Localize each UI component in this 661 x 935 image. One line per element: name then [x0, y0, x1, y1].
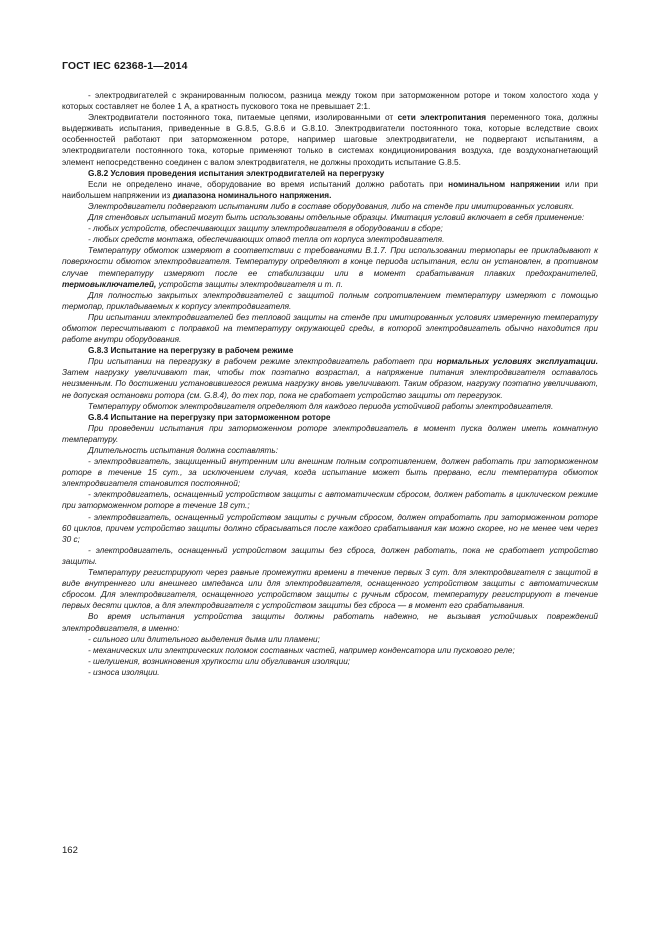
list-item: - любых средств монтажа, обеспечивающих отвод тепла от корпуса электродвигателя. — [88, 235, 445, 245]
paragraph: При проведении испытания при заторможенном роторе электродвигатель в момент пуска должен иметь комнатную температуру. — [62, 423, 598, 444]
paragraph — [62, 179, 598, 201]
text: Затем нагрузку увеличивают так, чтобы ток поэтапно возрастал, а напряжение питания электродвигателя оставалось неизменным. По достижении установившегося режима нагрузку вновь увеличивают. Таким образом, нагрузку поэтапно увеличивают, не допуская остановки ротора (см. G.8.4), до тех пор, пока не сработает устройство защиты от перегрузок. — [62, 368, 598, 400]
list-item: - электродвигатель, оснащенный устройством защиты с ручным сбросом, должен отработать при заторможенном роторе 60 циклов, причем устройство защиты должно сбрасываться после каждого срабатывания как можно скорее, но не менее чем через 30 с; — [62, 512, 598, 544]
paragraph: Для полностью закрытых электродвигателей с защитой полным сопротивлением температуру измеряют с помощью термопар, прикладываемых к корпусу электродвигателя. — [62, 290, 598, 311]
paragraph — [62, 112, 598, 167]
term: термовыключателей, — [62, 279, 157, 289]
term: номинальном напряжении — [448, 179, 561, 189]
text: Если не определено иначе, оборудование во время испытаний должно работать при — [88, 179, 449, 189]
text: устройств защиты электродвигателя и т. п. — [156, 279, 343, 289]
term: диапазона номинального напряжения. — [172, 190, 332, 200]
text: Температуру обмоток измеряют в соответствии с требованиями В.1.7. При использовании термопары ее прикладывают к поверхности обмоток электродвигателя. Температуру определяют в конце периода испытания, если он установлен, в противном случае температуру измеряют после ее стабилизации или в момент срабатывания плавких предохранителей, — [62, 246, 598, 278]
paragraph: - электродвигателей с экранированным полюсом, разница между током при заторможенном роторе и током холостого хода у которых составляет не более 1 А, а кратность пускового тока не превышает 2:1. — [62, 91, 598, 112]
document-header: ГОСТ IEC 62368-1—2014 — [62, 60, 188, 72]
list-item: - электродвигатель, оснащенный устройством защиты без сброса, должен работать, пока не сработает устройство защиты. — [62, 545, 598, 566]
section-heading: G.8.2 Условия проведения испытания электродвигателей на перегрузку — [88, 168, 385, 178]
paragraph: Длительность испытания должна составлять: — [88, 446, 279, 455]
term: нормальных условиях эксплуатации. — [436, 357, 598, 367]
paragraph: Электродвигатели подвергают испытаниям либо в составе оборудования, либо на стенде при имитированных условиях. — [88, 201, 575, 211]
text: переменного тока, должны выдерживать испытания, приведенные в G.8.5, G.8.6 и G.8.10. Электродвигатели постоянного тока, которые вследствие своих особенностей работают при заторможенном роторе, например шаговые электродвигатели, не подвергают испытаниям, а электродвигатели постоянного тока, которые применяют только в системах кондиционирования воздуха, где воздухонагнетающий элемент непосредственно соединен с валом электродвигателя, не должны проходить испытание G.8.5. — [62, 113, 598, 167]
section-heading: G.8.3 Испытание на перегрузку в рабочем режиме — [88, 346, 294, 356]
paragraph — [62, 356, 598, 400]
list-item: - любых устройств, обеспечивающих защиту электродвигателя в оборудовании в сборе; — [88, 224, 443, 234]
paragraph: Температуру регистрируют через равные промежутки времени в течение первых 3 сут. для электродвигателя с защитой в виде внутреннего или внешнего импеданса или для электродвигателя, оснащенного устройством защиты с автоматическим сбросом. Для электродвигателя, оснащенного устройством защиты с ручным сбросом, температуру регистрируют в течение первых десяти циклов, а для электродвигателя с устройством защиты без сброса — в момент его срабатывания. — [62, 568, 598, 611]
page-number: 162 — [62, 845, 78, 856]
paragraph: Для стендовых испытаний могут быть использованы отдельные образцы. Имитация условий включает в себя применение: — [88, 213, 585, 223]
paragraph: Во время испытания устройства защиты должны работать надежно, не вызывая устойчивых повреждений электродвигателя, в именно: — [62, 612, 598, 633]
paragraph: Температуру обмоток электродвигателя определяют для каждого периода устойчивой работы электродвигателя. — [88, 401, 554, 411]
list-item: - электродвигатель, оснащенный устройством защиты с автоматическим сбросом, должен работать в циклическом режиме при заторможенном роторе в течение 18 сут.; — [62, 490, 598, 511]
text: или при наибольшем напряжении из — [62, 179, 599, 200]
document-body — [62, 90, 598, 678]
list-item: - шелушения, возникновения хрупкости или обугливания изоляции; — [88, 656, 351, 666]
paragraph: При испытании электродвигателей без тепловой защиты на стенде при имитированных условиях измеренную температуру обмоток пересчитывают с поправкой на температуру окружающей среды, в которой электродвигатель обычно находится при работе внутри оборудования. — [62, 312, 598, 345]
text: Электродвигатели постоянного тока, питаемые цепями, изолированными от — [88, 113, 398, 123]
list-item: - сильного или длительного выделения дыма или пламени; — [88, 634, 320, 644]
list-item: - механических или электрических поломок составных частей, например конденсатора или пускового реле; — [88, 645, 515, 655]
section-heading: G.8.4 Испытание на перегрузку при заторможенном роторе — [88, 412, 331, 422]
paragraph — [62, 245, 598, 289]
list-item: - электродвигатель, защищенный внутренним или внешним полным сопротивлением, должен работать при заторможенном роторе в течение 15 сут., за исключением случая, когда испытание может быть прервано, если температура обмоток электродвигателя становится постоянной; — [62, 457, 598, 489]
text: При испытании на перегрузку в рабочем режиме электродвигатель работает при — [88, 357, 437, 367]
term: сети электропитания — [397, 113, 487, 123]
list-item: - износа изоляции. — [88, 667, 160, 677]
